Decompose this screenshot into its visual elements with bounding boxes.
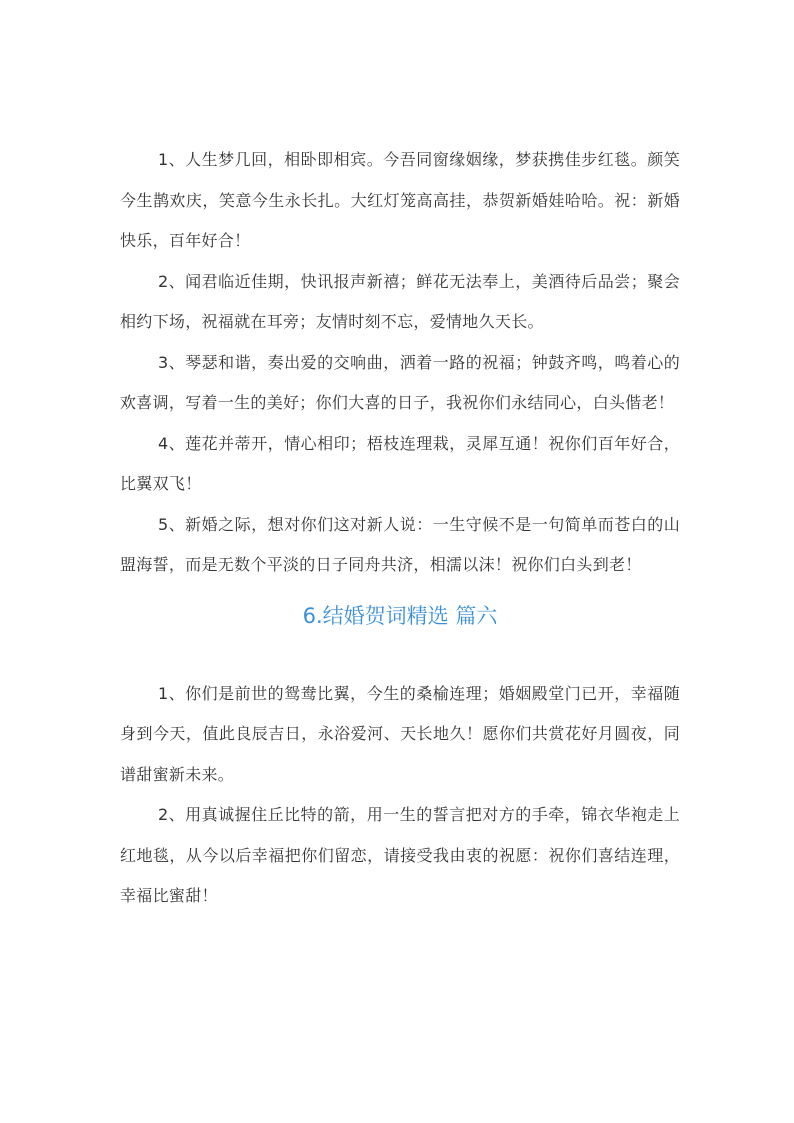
paragraph: 5、新婚之际，想对你们这对新人说：一生守候不是一句简单而苍白的山盟海誓，而是无数个平淡的日子同舟共济，相濡以沫！祝你们白头到老！ [120,514,680,574]
paragraph: 2、用真诚握住丘比特的箭，用一生的誓言把对方的手牵，锦衣华袍走上红地毯，从今以后幸福把你们留恋，请接受我由衷的祝愿：祝你们喜结连理，幸福比蜜甜！ [120,805,680,905]
paragraph: 2、闻君临近佳期，快讯报声新禧；鲜花无法奉上，美酒待后品尝；聚会相约下场，祝福就在耳旁；友情时刻不忘，爱情地久天长。 [120,271,680,331]
paragraph: 1、你们是前世的鸳鸯比翼，今生的桑榆连理；婚姻殿堂门已开，幸福随身到今天，值此良辰吉日，永浴爱河、天长地久！愿你们共赏花好月圆夜，同谱甜蜜新未来。 [120,683,680,784]
paragraph: 3、琴瑟和谐，奏出爱的交响曲，洒着一路的祝福；钟鼓齐鸣，鸣着心的欢喜调，写着一生的美好；你们大喜的日子，我祝你们永结同心，白头偕老！ [120,352,680,412]
section-heading: 6.结婚贺词精选 篇六 [302,603,498,628]
paragraph: 1、人生梦几回，相卧即相宾。今吾同窗缘姻缘，梦获携佳步红毯。颜笑今生鹊欢庆，笑意今生永长扎。大红灯笼高高挂，恭贺新婚娃哈哈。祝：新婚快乐，百年好合！ [120,150,680,250]
document-content [120,140,680,917]
paragraph: 4、莲花并蒂开，情心相印；梧枝连理栽，灵犀互通！祝你们百年好合，比翼双飞！ [120,433,680,493]
